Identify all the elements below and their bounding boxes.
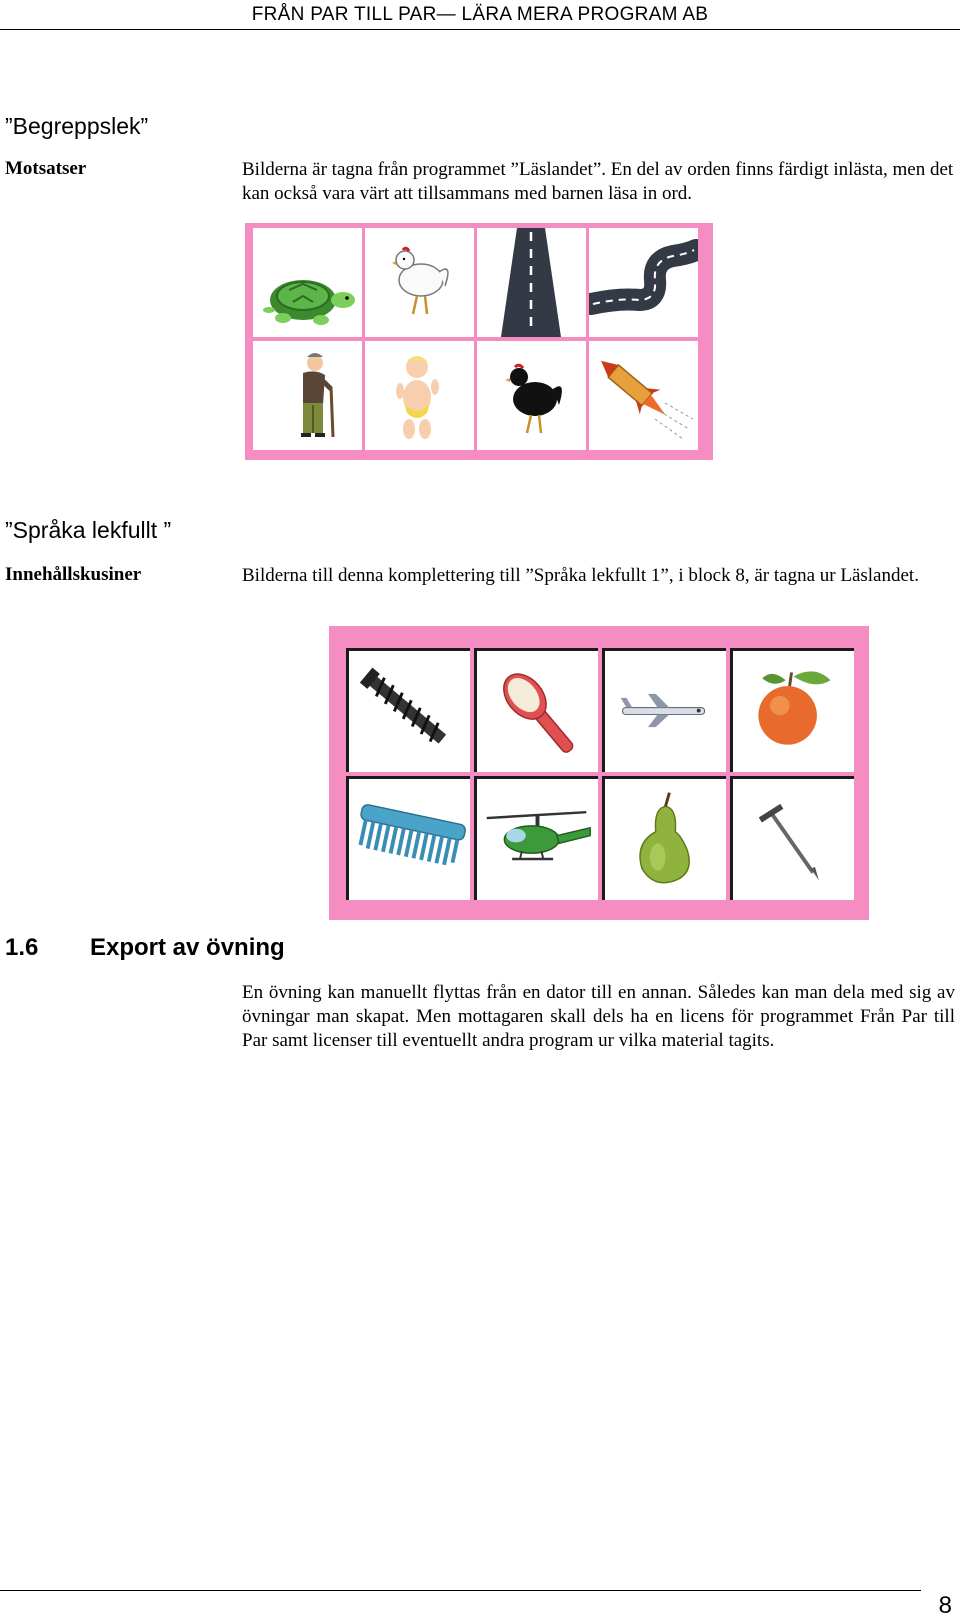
section-number: 1.6 — [5, 934, 39, 961]
pear-picture — [602, 776, 726, 900]
nail-picture — [730, 776, 854, 900]
screw-picture — [346, 648, 470, 772]
apple-picture — [730, 648, 854, 772]
old-man-picture — [253, 341, 362, 450]
black-hen-picture — [477, 341, 586, 450]
airplane-picture — [602, 648, 726, 772]
label-motsatser: Motsatser — [5, 158, 87, 179]
section-heading-export — [5, 934, 285, 962]
baby-picture — [365, 341, 474, 450]
section-title-spraka-lekfullt: ”Språka lekfullt ” — [5, 517, 172, 543]
paragraph-innehallskusiner: Bilderna till denna komplettering till ”Språka lekfullt 1”, i block 8, är tagna ur Läslandet. — [242, 565, 919, 586]
image-grid-innehallskusiner — [329, 626, 869, 920]
header-rule — [0, 29, 960, 30]
section-title-begreppslek: ”Begreppslek” — [5, 113, 149, 139]
page-number: 8 — [938, 1592, 952, 1619]
brush-picture — [474, 648, 598, 772]
rocket-picture — [589, 341, 698, 450]
turtle-picture — [253, 228, 362, 337]
white-hen-picture — [365, 228, 474, 337]
winding-road-picture — [589, 228, 698, 337]
paragraph-export: En övning kan manuellt flyttas från en dator till en annan. Således kan man dela med sig av övningar man skapat. Men mottagaren skall dels ha en licens för programmet Från Par till Par samt licenser till eventuellt andra program ur vilka material tagits. — [242, 982, 955, 1051]
paragraph-motsatser: Bilderna är tagna från programmet ”Läslandet”. En del av orden finns färdigt inlästa, men det kan också vara värt att tillsammans med barnen läsa in ord. — [242, 159, 954, 204]
section-heading-text: Export av övning — [90, 934, 285, 961]
label-innehallskusiner: Innehållskusiner — [5, 564, 142, 585]
helicopter-picture — [474, 776, 598, 900]
page-header — [0, 0, 960, 30]
header-title: FRÅN PAR TILL PAR— LÄRA MERA PROGRAM AB — [251, 4, 709, 25]
footer-rule — [0, 1590, 921, 1591]
straight-road-picture — [477, 228, 586, 337]
image-grid-motsatser — [245, 223, 713, 460]
comb-picture — [346, 776, 470, 900]
